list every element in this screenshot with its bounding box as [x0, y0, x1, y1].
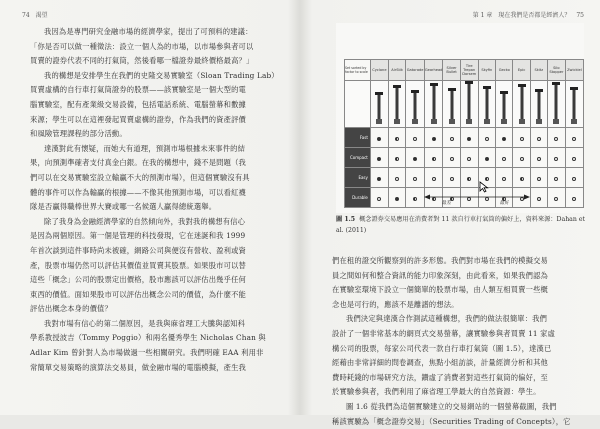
legend-best: 最好 [500, 201, 510, 206]
pump-icon [410, 83, 420, 125]
rating-dot-worst [572, 197, 576, 201]
rating-cell [443, 128, 460, 148]
left-line: 買賣虛構的自行車打氣筒證券的股票——該實驗室是一個大型的電 [30, 85, 246, 95]
column-header: Gatorade [406, 60, 424, 81]
rating-dot-worst [554, 197, 558, 201]
column-header: Silver Bullet [443, 60, 460, 81]
pump-icon [551, 83, 561, 125]
rating-cell [530, 168, 547, 188]
rating-dot-worst [450, 137, 454, 141]
rating-dot-worst [572, 177, 576, 181]
rating-dot-worst [502, 157, 506, 161]
left-line: 們可以在交易實驗室設立輸贏不大的預測市場），但這個實驗沒有具 [30, 172, 250, 182]
legend-arrow-icon [422, 193, 532, 201]
column-header: Silo Stopper [547, 60, 565, 81]
pump-icon [392, 83, 402, 125]
rating-cell [406, 168, 424, 188]
right-line: 費時耗錢的市場研究方法，鑽虛了消費者對這些打氣筒的偏好，至 [332, 372, 548, 382]
right-body-text [332, 254, 582, 429]
rating-dot-best [377, 177, 381, 181]
right-line: 員之間如何和整合資訊的能力印象深刻，由此看來，如果我們認為 [332, 270, 548, 280]
pump-image [513, 81, 530, 128]
pump-image [406, 81, 424, 128]
rating-cell [406, 128, 424, 148]
rating-cell [513, 148, 530, 168]
rating-cell [547, 128, 565, 148]
column-header: AirStik [388, 60, 406, 81]
right-running-head: 第 1 章 現在我們是否都是經濟人？ 75 [472, 12, 584, 19]
rating-dot-best [395, 197, 399, 201]
caption-number: 圖 1.5 [336, 216, 356, 223]
pump-image [388, 81, 406, 128]
rating-dot-worst [520, 157, 524, 161]
left-line: 買賣的證券代表不同的打氣筒，然後看哪一檔證券最終價格最高？」 [30, 56, 254, 66]
pump-image [443, 81, 460, 128]
rating-cell [513, 128, 530, 148]
right-page [300, 0, 600, 426]
rating-cell [513, 168, 530, 188]
column-header: Gecko [496, 60, 513, 81]
pump-icon [569, 83, 579, 125]
left-page [0, 0, 300, 415]
pump-icon [517, 83, 527, 125]
rating-dot-best [485, 157, 489, 161]
pump-image [478, 81, 495, 128]
left-line: 來源；學生可以在這裡發起買賣虛構的證券，作為我們的資產評價 [30, 114, 246, 124]
rating-cell [424, 148, 443, 168]
caption-text: 概念證券交易應用在消費者對 11 款自行車打氣筒的偏好上，資料來源：Dahan et al. (2011) [336, 216, 585, 234]
pump-icon [482, 83, 492, 125]
attribute-label: Compact [345, 148, 371, 168]
pump-rating-table [344, 59, 584, 208]
pump-image [547, 81, 565, 128]
left-line: 學系教授波吉（Tommy Poggio）和兩名優秀學生 Nicholas Chan 與 [30, 333, 266, 343]
column-header: Gearhead [424, 60, 443, 81]
left-line: 我的構想是安排學生在我們的史隆交易實驗室（Sloan Trading Lab） [44, 70, 279, 80]
attribute-label: Easy [345, 168, 371, 188]
pump-icon [429, 83, 439, 125]
left-line: 東西的價值。面如果股市可以評估出概念公司的價值，為什麼不能 [30, 289, 246, 299]
right-line: 念也是可行的，應該不是離譜的想法。 [332, 299, 459, 309]
rating-cell [547, 188, 565, 208]
rating-dot-worst [537, 157, 541, 161]
pump-image [370, 81, 388, 128]
left-running-head: 74 渴望 [22, 12, 48, 19]
rating-dot-worst [572, 157, 576, 161]
pump-icon [374, 83, 384, 125]
rating-dot-medium [467, 177, 471, 181]
rating-dot-worst [572, 137, 576, 141]
pump-icon [534, 83, 544, 125]
rating-dot-worst [485, 137, 489, 141]
rating-cell [530, 148, 547, 168]
rating-dot-best [413, 157, 417, 161]
rating-dot-worst [395, 177, 399, 181]
image-row-label [345, 81, 371, 128]
rating-dot-best [377, 137, 381, 141]
right-line: 設計了一個非常基本的網頁式交易螢幕，讓實驗參與者買賣 11 家虛 [332, 328, 556, 338]
attribute-label: Fast [345, 128, 371, 148]
figure-caption [336, 214, 586, 236]
pump-icon [464, 83, 474, 125]
rating-dot-worst [413, 177, 417, 181]
rating-cell [547, 168, 565, 188]
rating-dot-medium [520, 177, 524, 181]
pump-icon [447, 83, 457, 125]
column-header: Zwickiel [565, 60, 583, 81]
rating-cell [496, 168, 513, 188]
rating-cell [370, 148, 388, 168]
rating-cell [388, 128, 406, 148]
left-line: 和風險管理課程的部分活動。 [30, 129, 127, 139]
rating-cell [478, 148, 495, 168]
right-line: 們在租的證交所觀察到的許多形態。我們對市場在我們的模擬交易 [332, 256, 548, 265]
rating-cell [443, 148, 460, 168]
left-line: 這些「概念」公司的股票定出價格，股市應該可以評估出幾乎任何 [30, 275, 246, 285]
rating-dot-worst [413, 137, 417, 141]
rating-dot-best [467, 137, 471, 141]
rating-dot-worst [450, 177, 454, 181]
rating-dot-medium [413, 197, 417, 201]
rating-dot-worst [537, 177, 541, 181]
rating-cell [388, 148, 406, 168]
rating-dot-worst [554, 177, 558, 181]
left-line: 產，股票市場仍然可以評估其價值並買賣其股票。如果股市可以替 [30, 260, 246, 270]
rating-dot-medium [485, 177, 489, 181]
legend-worst: 最差 [442, 201, 452, 206]
rating-cell [565, 188, 583, 208]
corner-label: Set sorted by factor to scale [345, 60, 371, 81]
rating-cell [388, 168, 406, 188]
column-header: Cyclone [370, 60, 388, 81]
column-header: Skitz [530, 60, 547, 81]
left-line: 常簡單交易策略的演算法交易員，做金融市場的電腦模擬，產生我 [30, 362, 246, 372]
left-line: 我因為是專門研究金融市場的經濟學家，提出了可預料的建議： [44, 27, 253, 36]
column-header: Epic [513, 60, 530, 81]
rating-cell [530, 128, 547, 148]
rating-cell [547, 148, 565, 168]
rating-dot-worst [432, 177, 436, 181]
rating-cell [388, 188, 406, 208]
pump-image [565, 81, 583, 128]
right-line: 在實驗室環境下設立一個簡單的股票市場，由人類互相買賣一些概 [332, 285, 548, 295]
rating-dot-worst [520, 137, 524, 141]
rating-cell [370, 128, 388, 148]
right-line: 稱該實驗為「概念證券交易」（Securities Trading of Concepts），它 [332, 416, 571, 426]
rating-dot-worst [502, 177, 506, 181]
rating-cell [443, 168, 460, 188]
rating-cell [478, 128, 495, 148]
left-line: 體的事件可以作為輸贏的根據——不像其他預測市場，可以看紅襪 [30, 187, 246, 197]
pump-image [460, 81, 478, 128]
rating-dot-worst [554, 157, 558, 161]
rating-cell [424, 168, 443, 188]
rating-cell [460, 148, 478, 168]
left-body-text [30, 25, 282, 375]
left-line: Adlar Kim 曾針對人為市場做過一些相關研究。我們明確 EAA 利用非 [30, 348, 264, 358]
rating-cell [370, 188, 388, 208]
left-line: 除了我身為金融經濟學家的自然傾向外，我對我的構想有信心 [44, 216, 246, 226]
left-line: 是因為兩個原因。第一個是管理的科技發現，它在迷誕和我 1999 [30, 231, 246, 241]
rating-cell [460, 128, 478, 148]
left-line: 評估出概念本身的價值？ [30, 304, 112, 314]
right-line: 構公司的股票，每家公司代表一款自行車打氣筒（圖 1.5），達漢已 [332, 343, 552, 353]
rating-cell [406, 148, 424, 168]
rating-dot-worst [377, 197, 381, 201]
right-line: 圖 1.6 從我們為這個實驗建立的交易網站的一個螢幕截圖，我們 [346, 401, 557, 411]
rating-cell [370, 168, 388, 188]
rating-dot-medium [395, 137, 399, 141]
left-line: 達漢對此有懷疑，而她大有道理，預測市場根據未來事件的結 [44, 143, 246, 153]
left-line: 「你是否可以做一種徵法：設立一個人為的市場，以市場參與者可以 [30, 41, 254, 51]
rating-dot-worst [467, 157, 471, 161]
column-header: Skyfin [478, 60, 495, 81]
right-line: 經藉由非常詳細的問卷調查，焦點小組訪談，計量經濟分析和其他 [332, 358, 548, 368]
rating-dot-worst [537, 137, 541, 141]
pump-image [496, 81, 513, 128]
rating-dot-best [432, 137, 436, 141]
left-line: 隊是否贏得職棒世界大賽或哪一名候選人贏得總統選舉。 [30, 202, 217, 212]
figure-1-5 [336, 23, 584, 213]
rating-cell [496, 128, 513, 148]
rating-dot-medium [432, 157, 436, 161]
column-header: Tire Trepan Dorsem [460, 60, 478, 81]
rating-cell [496, 148, 513, 168]
pump-icon [499, 83, 509, 125]
rating-cell [424, 128, 443, 148]
rating-dot-best [377, 157, 381, 161]
rating-dot-worst [450, 157, 454, 161]
attribute-label: Durable [345, 188, 371, 208]
rating-legend [422, 191, 542, 211]
rating-cell [565, 128, 583, 148]
pump-image [424, 81, 443, 128]
right-line: 於實驗參與者，我們利用了麻省理工學最大的自然資源：學生。 [332, 387, 541, 397]
left-line: 我對市場有信心的第二個原因，是我與麻省理工大騰與認知科 [44, 318, 246, 328]
pump-image [530, 81, 547, 128]
left-line: 果，向預測準確者支付真金白銀。在我的構想中，錢不是問題（我 [30, 158, 246, 168]
rating-cell [565, 148, 583, 168]
left-line: 年首次談到這件事時尚未被確，網路公司與便沒有營收、盈利或資 [30, 245, 246, 255]
rating-dot-medium [395, 157, 399, 161]
rating-cell [460, 168, 478, 188]
rating-dot-worst [554, 137, 558, 141]
rating-cell [565, 168, 583, 188]
rating-dot-best [502, 137, 506, 141]
left-line: 腦實驗室，配有產業級交易設備，包括電話系統、電腦螢幕和數據 [30, 99, 246, 109]
right-line: 我們決定與達漢合作測試這種構想，我們的做法很簡單：我們 [346, 314, 548, 324]
